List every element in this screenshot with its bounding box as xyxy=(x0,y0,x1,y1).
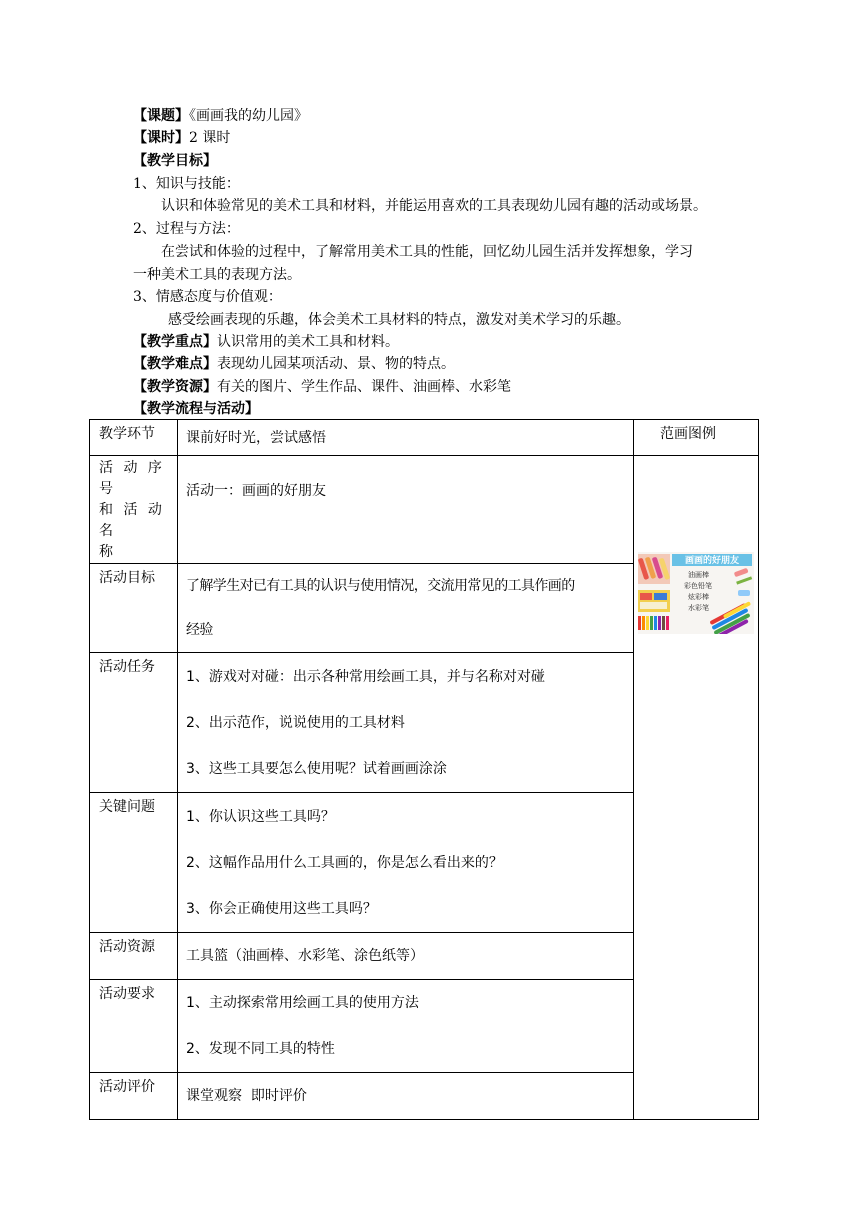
seq-value: 活动一：画画的好朋友 xyxy=(186,483,326,499)
table-row-stage xyxy=(90,420,759,456)
goal1-text: 认识和体验常见的美术工具和材料，并能运用喜欢的工具表现幼儿园有趣的活动或场景。 xyxy=(161,198,707,214)
key-point-label: 【教学重点】 xyxy=(133,334,217,350)
flow-heading: 【教学流程与活动】 xyxy=(133,401,259,417)
task-label-cell xyxy=(90,653,178,793)
seq-label-line: 称 xyxy=(99,544,116,560)
goals-heading: 【教学目标】 xyxy=(133,153,217,169)
list-item: 2、这幅作品用什么工具画的，你是怎么看出来的？ xyxy=(186,855,503,871)
task-value-cell xyxy=(178,653,634,793)
goal-label-cell xyxy=(90,564,178,653)
goal-value-line: 经验 xyxy=(186,622,213,638)
resource-line xyxy=(133,377,511,397)
question-label-cell xyxy=(90,793,178,933)
resource-label: 【教学资源】 xyxy=(133,379,217,395)
req-label: 活动要求 xyxy=(99,986,155,1002)
res-value-cell xyxy=(178,933,634,980)
key-point-value: 认识常用的美术工具和材料。 xyxy=(217,334,399,350)
list-item: 2、发现不同工具的特性 xyxy=(186,1041,335,1057)
task-list xyxy=(178,653,633,792)
label-glitter-stick: 炫彩棒 xyxy=(688,593,709,601)
req-value-cell xyxy=(178,980,634,1073)
list-item: 3、你会正确使用这些工具吗？ xyxy=(186,901,377,917)
hours-label: 【课时】 xyxy=(133,130,189,146)
seq-label-line: 和 活 动 名 xyxy=(99,502,165,539)
label-color-pencil: 彩色铅笔 xyxy=(684,582,712,590)
seq-label xyxy=(90,456,177,563)
difficult-label: 【教学难点】 xyxy=(133,356,217,372)
difficult-line xyxy=(133,354,455,374)
seq-label-cell xyxy=(90,456,178,564)
key-point-line xyxy=(133,332,399,352)
goal2-text-line2: 一种美术工具的表现方法。 xyxy=(133,267,301,283)
topic-label: 【课题】 xyxy=(133,108,189,124)
table-row-seq xyxy=(90,456,759,564)
hours-line xyxy=(133,128,230,148)
goal2-title: 2、过程与方法： xyxy=(133,221,240,237)
label-oil-pastel: 油画棒 xyxy=(688,571,709,579)
req-label-cell xyxy=(90,980,178,1073)
ref-image-cell xyxy=(634,456,759,1120)
eval-label-cell xyxy=(90,1073,178,1120)
question-label: 关键问题 xyxy=(99,799,155,815)
question-list xyxy=(178,793,633,932)
seq-label-line: 活 动 序 号 xyxy=(99,460,165,497)
eval-value: 课堂观察 即时评价 xyxy=(186,1088,307,1104)
art-tools-illustration xyxy=(638,552,754,634)
stage-value-cell xyxy=(178,420,634,456)
res-label: 活动资源 xyxy=(99,939,155,955)
eval-label: 活动评价 xyxy=(99,1079,155,1095)
stage-label: 教学环节 xyxy=(99,426,155,442)
goal-label: 活动目标 xyxy=(99,570,155,586)
goal2-text-line1: 在尝试和体验的过程中，了解常用美术工具的性能，回忆幼儿园生活并发挥想象，学习 xyxy=(161,244,693,260)
topic-line xyxy=(133,106,308,126)
stage-value: 课前好时光，尝试感悟 xyxy=(186,430,326,446)
task-label: 活动任务 xyxy=(99,659,155,675)
list-item: 1、你认识这些工具吗？ xyxy=(186,809,335,825)
seq-value-cell xyxy=(178,456,634,564)
list-item: 3、这些工具要怎么使用呢？试着画画涂涂 xyxy=(186,761,447,777)
eval-value-cell xyxy=(178,1073,634,1120)
requirement-list xyxy=(178,980,633,1072)
stage-label-cell xyxy=(90,420,178,456)
list-item: 1、游戏对对碰：出示各种常用绘画工具，并与名称对对碰 xyxy=(186,669,545,685)
goal-value-line: 了解学生对已有工具的认识与使用情况，交流用常见的工具作画的 xyxy=(186,578,575,594)
reference-image xyxy=(638,552,754,634)
question-value-cell xyxy=(178,793,634,933)
ref-label: 范画图例 xyxy=(660,426,716,442)
ref-label-cell xyxy=(634,420,759,456)
hours-value: 2 课时 xyxy=(189,130,231,146)
res-value: 工具篮（油画棒、水彩笔、涂色纸等） xyxy=(186,948,424,964)
res-label-cell xyxy=(90,933,178,980)
topic-value: 《画画我的幼儿园》 xyxy=(189,108,308,124)
goal3-title: 3、情感态度与价值观： xyxy=(133,289,282,305)
goal3-text: 感受绘画表现的乐趣，体会美术工具材料的特点，激发对美术学习的乐趣。 xyxy=(168,312,630,328)
lesson-table xyxy=(89,419,759,1120)
goal1-title: 1、知识与技能： xyxy=(133,176,240,192)
list-item: 2、出示范作，说说使用的工具材料 xyxy=(186,715,405,731)
goal-value-cell xyxy=(178,564,634,653)
difficult-value: 表现幼儿园某项活动、景、物的特点。 xyxy=(217,356,455,372)
list-item: 1、主动探索常用绘画工具的使用方法 xyxy=(186,995,419,1011)
resource-value: 有关的图片、学生作品、课件、油画棒、水彩笔 xyxy=(217,379,511,395)
label-watercolor-pen: 水彩笔 xyxy=(688,604,709,612)
image-title: 画画的好朋友 xyxy=(684,556,740,566)
goal-value xyxy=(178,564,633,652)
